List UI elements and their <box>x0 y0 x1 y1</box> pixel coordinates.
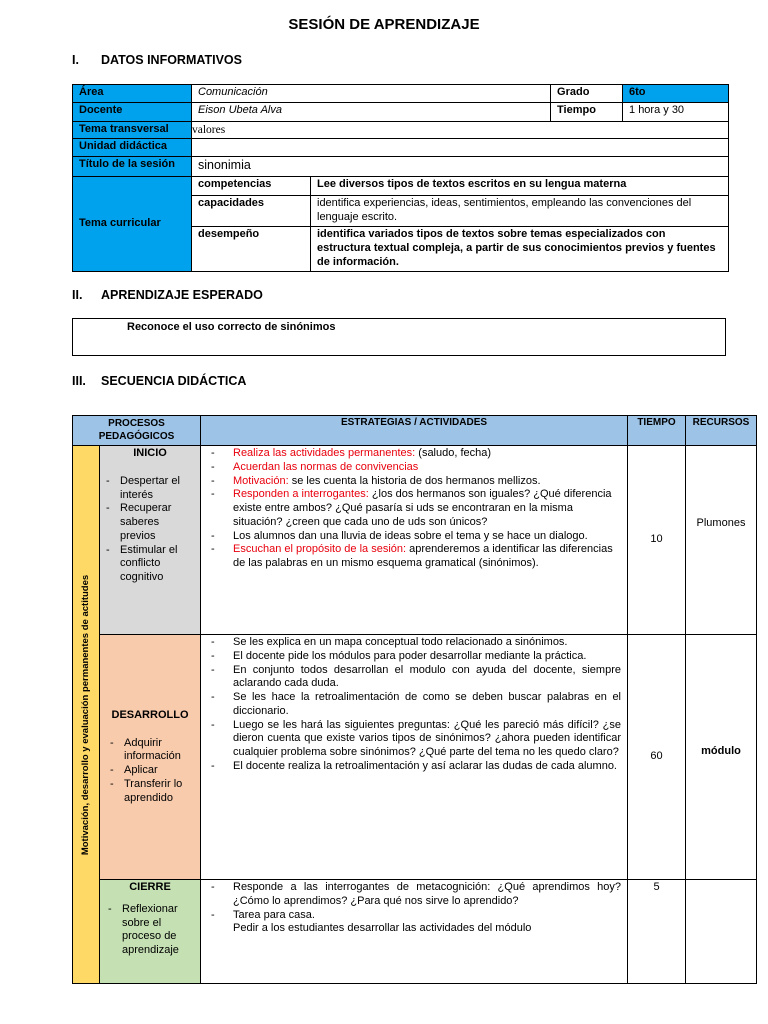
desarrollo-actividades <box>201 635 628 880</box>
header-recursos: RECURSOS <box>686 416 757 446</box>
tema-curricular-label: Tema curricular <box>73 177 192 271</box>
tiempo-label: Tiempo <box>551 103 623 122</box>
desempeno-value: identifica variados tipos de textos sobre temas especializados con estructura textual compleja, a partir de sus conocimientos previos y fuentes de información. <box>311 227 729 271</box>
list-item: - Los alumnos dan una lluvia de ideas sobre el tema y se hace un dialogo. <box>207 530 621 544</box>
section-heading-secuencia: III. SECUENCIA DIDÁCTICA <box>72 374 247 388</box>
list-item: - Acuerdan las normas de convivencias <box>207 461 621 475</box>
aprendizaje-text: Reconoce el uso correcto de sinónimos <box>127 321 336 333</box>
grado-label: Grado <box>551 85 623 103</box>
datos-table <box>72 84 729 272</box>
docente-value: Eison Ubeta Alva <box>192 103 551 122</box>
list-item: - Realiza las actividades permanentes: (saludo, fecha) <box>207 447 621 461</box>
list-item: - El docente pide los módulos para poder desarrollar mediante la práctica. <box>207 650 621 664</box>
list-item: - El docente realiza la retroalimentación y así aclarar las dudas de cada alumno. <box>207 760 621 774</box>
list-item: - Luego se les hará las siguientes preguntas: ¿Qué les pareció más difícil? ¿se dieron cuenta que existe varios tipos de sinónimos? ¿ahora pueden identificar cualquier problema sobre sinónimos? ¿Qué parte del tema no les quedo claro? <box>207 719 621 760</box>
titulo-value: sinonimia <box>192 157 729 177</box>
list-item: - Despertar el interés <box>106 475 194 503</box>
list-item: - Tarea para casa. Pedir a los estudiantes desarrollar las actividades del módulo <box>207 909 621 937</box>
desarrollo-tiempo: 60 <box>628 635 686 880</box>
cierre-title: CIERRE <box>129 881 171 893</box>
list-item: - Responden a interrogantes: ¿los dos hermanos son iguales? ¿Qué diferencia existe entre ambos? ¿Qué pasaría si uds se encontraran en la misma situación? ¿creen que cada uno de uds son únicos? <box>207 488 621 529</box>
inicio-proceso <box>100 446 201 635</box>
list-item: - Se les explica en un mapa conceptual todo relacionado a sinónimos. <box>207 636 621 650</box>
competencias-value: Lee diversos tipos de textos escritos en su lengua materna <box>311 177 729 196</box>
list-item: - Escuchan el propósito de la sesión: aprenderemos a identificar las diferencias de las palabras en un mismo esquema gramatical (sinónimos). <box>207 543 621 571</box>
tema-transversal-value: valores <box>192 122 729 139</box>
list-item: - Motivación: se les cuenta la historia de dos hermanos mellizos. <box>207 475 621 489</box>
header-tiempo: TIEMPO <box>628 416 686 446</box>
page-title: SESIÓN DE APRENDIZAJE <box>288 16 480 33</box>
titulo-label: Título de la sesión <box>73 157 192 177</box>
inicio-actividades <box>201 446 628 635</box>
section-heading-aprendizaje: II. APRENDIZAJE ESPERADO <box>72 288 263 302</box>
desarrollo-title: DESARROLLO <box>111 708 189 721</box>
header-estrategias: ESTRATEGIAS / ACTIVIDADES <box>201 416 628 446</box>
cierre-tiempo: 5 <box>628 880 686 984</box>
vertical-label: Motivación, desarrollo y evaluación permanentes de actitudes <box>80 574 92 855</box>
unidad-label: Unidad didáctica <box>73 139 192 157</box>
cierre-proceso <box>100 880 201 984</box>
list-item: - Recuperar saberes previos <box>106 502 194 543</box>
tema-transversal-label: Tema transversal <box>73 122 192 139</box>
desarrollo-proceso <box>100 635 201 880</box>
list-item: - Aplicar <box>110 764 194 778</box>
inicio-recursos: Plumones <box>686 446 757 635</box>
area-value: Comunicación <box>192 85 551 103</box>
competencias-label: competencias <box>192 177 311 196</box>
cierre-actividades <box>201 880 628 984</box>
list-item: - Transferir lo aprendido <box>110 778 194 806</box>
aprendizaje-box <box>72 318 726 356</box>
section-heading-datos: I. DATOS INFORMATIVOS <box>72 53 242 67</box>
area-label: Área <box>73 85 192 103</box>
desempeno-label: desempeño <box>192 227 311 271</box>
vertical-band <box>73 446 100 984</box>
list-item: - Estimular el conflicto cognitivo <box>106 544 194 585</box>
docente-label: Docente <box>73 103 192 122</box>
inicio-tiempo: 10 <box>628 446 686 635</box>
inicio-title: INICIO <box>133 447 167 459</box>
list-item: - En conjunto todos desarrollan el modulo con ayuda del docente, siempre aclarando cada duda. <box>207 664 621 692</box>
header-procesos: PROCESOS PEDAGÓGICOS <box>73 416 201 446</box>
cierre-recursos <box>686 880 757 984</box>
grado-value: 6to <box>623 85 729 103</box>
list-item: - Se les hace la retroalimentación de como se deben buscar palabras en el diccionario. <box>207 691 621 719</box>
capacidades-value: identifica experiencias, ideas, sentimientos, empleando las convenciones del lenguaje escrito. <box>311 196 729 227</box>
list-item: - Reflexionar sobre el proceso de aprendizaje <box>108 903 194 958</box>
secuencia-table <box>72 415 757 984</box>
list-item: - Adquirir información <box>110 737 194 765</box>
capacidades-label: capacidades <box>192 196 311 227</box>
unidad-value <box>192 139 729 157</box>
desarrollo-recursos: módulo <box>686 635 757 880</box>
list-item: - Responde a las interrogantes de metacognición: ¿Qué aprendimos hoy? ¿Cómo lo aprendimos? ¿Para qué nos sirve lo aprendido? <box>207 881 621 909</box>
tiempo-value: 1 hora y 30 <box>623 103 729 122</box>
